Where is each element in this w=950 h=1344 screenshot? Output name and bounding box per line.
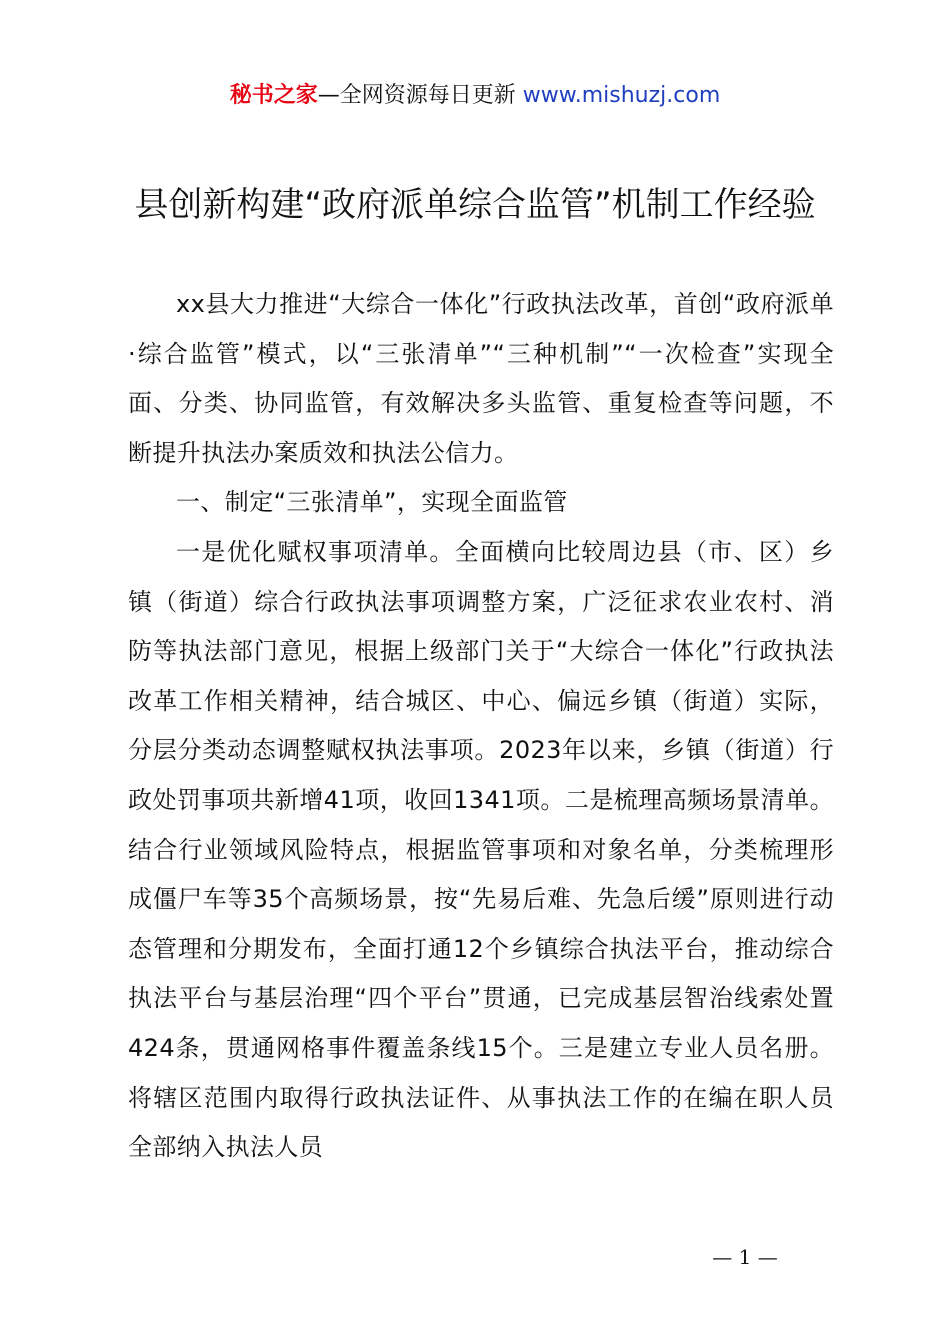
site-header [0, 80, 950, 112]
document-title: 县创新构建“政府派单综合监管”机制工作经验 [134, 185, 816, 225]
body-paragraph: 一是优化赋权事项清单。全面横向比较周边县（市、区）乡镇（街道）综合行政执法事项调整方案，广泛征求农业农村、消防等执法部门意见，根据上级部门关于“大综合一体化”行政执法改革工作相关精神，结合城区、中心、偏远乡镇（街道）实际，分层分类动态调整赋权执法事项。2023年以来，乡镇（街道）行政处罚事项共新增41项，收回1341项。二是梳理高频场景清单。结合行业领域风险特点，根据监管事项和对象名单，分类梳理形成僵尸车等35个高频场景，按“先易后难、先急后缓”原则进行动态管理和分期发布，全面打通12个乡镇综合执法平台，推动综合执法平台与基层治理“四个平台”贯通，已完成基层智治线索处置424条，贯通网格事件覆盖条线15个。三是建立专业人员名册。将辖区范围内取得行政执法证件、从事执法工作的在编在职人员全部纳入执法人员 [128, 537, 834, 1162]
section-heading: 一、制定“三张清单”，实现全面监管 [176, 488, 568, 517]
intro-paragraph: xx县大力推进“大综合一体化”行政执法改革，首创“政府派单·综合监管”模式，以“三张清单”“三种机制”“一次检查”实现全面、分类、协同监管，有效解决多头监管、重复检查等问题，不断提升执法办案质效和执法公信力。 [128, 290, 834, 467]
site-url-link[interactable]: www.mishuzj.com [522, 83, 721, 108]
site-tagline: —全网资源每日更新 [317, 83, 516, 108]
site-brand: 秘书之家 [229, 83, 318, 108]
page-number: — 1 — [712, 1245, 778, 1269]
document-body [128, 280, 834, 1173]
